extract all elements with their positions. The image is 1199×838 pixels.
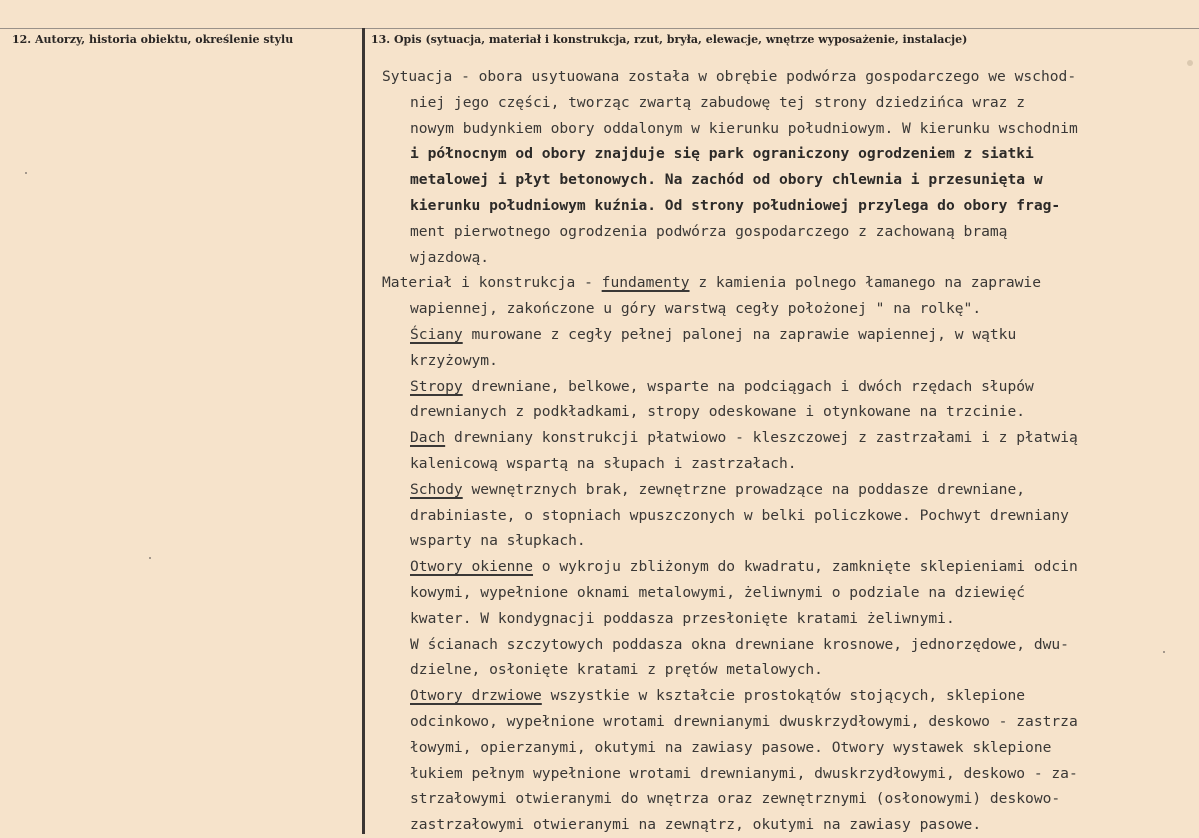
text-run: o wykroju zbliżonym do kwadratu, zamknięte sklepieniami odcin [533, 558, 1078, 576]
text-line: łukiem pełnym wypełnione wrotami drewnianymi, dwuskrzydłowymi, deskowo - za- [410, 764, 1078, 782]
text-line: metalowej i płyt betonowych. Na zachód od obory chlewnia i przesunięta w [410, 171, 1043, 189]
text-line: strzałowymi otwieranymi do wnętrza oraz zewnętrznymi (osłonowymi) deskowo- [410, 790, 1061, 808]
text-run: murowane z cegły pełnej palonej na zaprawie wapiennej, w wątku [462, 325, 1017, 343]
text-line [382, 374, 1194, 400]
text-line: Sytuacja - obora usytuowana została w obrębie podwórza gospodarczego we wschod- [382, 68, 1077, 85]
section-12-header: 12. Autorzy, historia obiektu, określenie stylu [12, 33, 294, 46]
term-fundamenty: fundamenty [601, 274, 690, 292]
text-run: drewniany konstrukcji płatwiowo - kleszczowej z zastrzałami i z płatwią [445, 429, 1078, 447]
term-dach: Dach [410, 429, 446, 447]
text-line: dzielne, osłonięte kratami z prętów metalowych. [410, 661, 823, 679]
text-line: wjazdową. [410, 248, 490, 266]
description-text [382, 64, 1194, 838]
text-line [382, 270, 1194, 296]
text-line: krzyżowym. [410, 351, 498, 369]
text-line [382, 425, 1194, 451]
term-sciany: Ściany [410, 325, 463, 343]
text-line: drabiniaste, o stopniach wpuszczonych w belki policzkowe. Pochwyt drewniany [410, 506, 1069, 524]
text-line [382, 477, 1194, 503]
text-run: z kamienia polnego łamanego na zaprawie [689, 274, 1041, 292]
text-line: kowymi, wypełnione oknami metalowymi, żeliwnymi o podziale na dziewięć [410, 583, 1026, 601]
text-run: Materiał i konstrukcja - [382, 274, 602, 292]
text-line: niej jego części, tworząc zwartą zabudowę tej strony dziedzińca wraz z [410, 93, 1026, 111]
text-line: wapiennej, zakończone u góry warstwą cegły położonej " na rolkę". [410, 300, 982, 318]
text-line: łowymi, opierzanymi, okutymi na zawiasy pasowe. Otwory wystawek sklepione [410, 738, 1052, 756]
text-line: kalenicową wspartą na słupach i zastrzałach. [410, 454, 797, 472]
text-line: W ścianach szczytowych poddasza okna drewniane krosnowe, jednorzędowe, dwu- [410, 635, 1069, 653]
text-run: drewniane, belkowe, wsparte na podciągach i dwóch rzędach słupów [462, 377, 1034, 395]
text-line: nowym budynkiem obory oddalonym w kierunku południowym. W kierunku wschodnim [410, 119, 1078, 137]
text-line: kierunku południowym kuźnia. Od strony południowej przylega do obory frag- [410, 196, 1061, 214]
term-schody: Schody [410, 480, 463, 498]
text-line: ment pierwotnego ogrodzenia podwórza gospodarczego z zachowaną bramą [410, 222, 1008, 240]
text-line: drewnianych z podkładkami, stropy odeskowane i otynkowane na trzcinie. [410, 403, 1026, 421]
text-line: zastrzałowymi otwieranymi na zewnątrz, okutymi na zawiasy pasowe. [410, 816, 982, 834]
term-otwory-drzwiowe: Otwory drzwiowe [410, 687, 542, 705]
section-13-header: 13. Opis (sytuacja, materiał i konstrukcja, rzut, bryła, elewacje, wnętrze wyposażenie, instalacje) [371, 33, 968, 46]
paper-speck [25, 172, 27, 174]
paper-speck [149, 557, 151, 559]
header-rule [0, 28, 1199, 29]
text-line [382, 322, 1194, 348]
text-line: odcinkowo, wypełnione wrotami drewnianymi dwuskrzydłowymi, deskowo - zastrza [410, 712, 1078, 730]
text-run: wewnętrznych brak, zewnętrzne prowadzące na poddasze drewniane, [462, 480, 1026, 498]
text-line: wsparty na słupkach. [410, 532, 586, 550]
text-line: i północnym od obory znajduje się park ograniczony ogrodzeniem z siatki [410, 145, 1034, 163]
text-run: wszystkie w kształcie prostokątów stojących, sklepione [541, 687, 1026, 705]
text-line [382, 554, 1194, 580]
column-divider [362, 28, 365, 834]
text-line: kwater. W kondygnacji poddasza przesłonięte kratami żeliwnymi. [410, 609, 955, 627]
text-line [382, 683, 1194, 709]
term-otwory-okienne: Otwory okienne [410, 558, 534, 576]
term-stropy: Stropy [410, 377, 463, 395]
